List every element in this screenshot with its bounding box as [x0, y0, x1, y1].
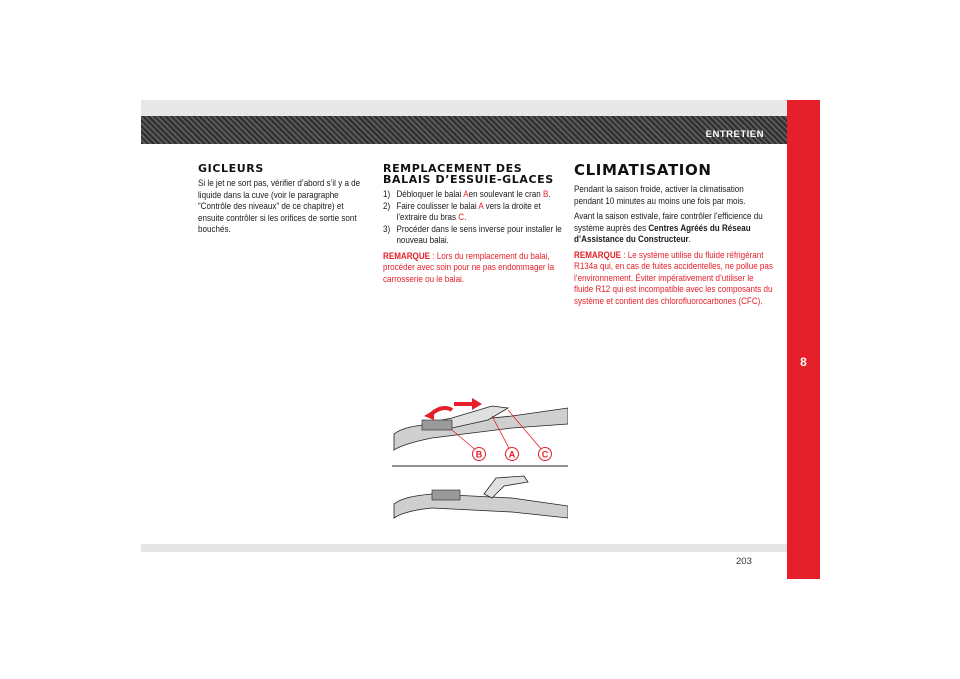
note-label: REMARQUE	[574, 249, 622, 261]
step-number: 3)	[383, 223, 391, 235]
chapter-number: 8	[800, 355, 807, 369]
lift-arrow-head	[424, 410, 434, 420]
heading-gicleurs: GICLEURS	[198, 162, 264, 175]
page-number: 203	[736, 556, 752, 567]
key-letter: C	[458, 212, 465, 223]
key-letter: A	[478, 200, 484, 212]
note-label: REMARQUE	[383, 250, 431, 262]
section-title: ENTRETIEN	[705, 129, 764, 140]
slide-arrow-head	[472, 398, 482, 410]
step-number: 1)	[383, 189, 391, 200]
label-a: A	[508, 449, 516, 460]
paragraph-climatisation-2: Avant la saison estivale, faire contrôler l’efficience du système auprès des Centres Agréés du Réseau d’Assistance du Constructeur.	[574, 211, 763, 245]
wiper-arm-lower	[484, 476, 528, 498]
section-climatisation	[574, 163, 774, 311]
steps-list	[383, 189, 568, 247]
key-letter: A	[463, 189, 469, 200]
wiper-clip-upper	[422, 420, 452, 430]
heading-balais: REMPLACEMENT DES BALAIS D’ESSUIE-GLACES	[383, 162, 554, 186]
wiper-blade-lower	[394, 494, 568, 518]
heading-climatisation: CLIMATISATION	[574, 161, 712, 179]
key-letter: B	[542, 189, 549, 200]
wiper-clip-lower	[432, 490, 460, 500]
list-item	[383, 224, 568, 247]
step-text: Débloquer le balai Aen soulevant le cran B.	[396, 189, 551, 200]
step-number: 2)	[383, 200, 391, 212]
label-b: B	[475, 449, 483, 460]
list-item	[383, 189, 568, 201]
paragraph-climatisation-1: Pendant la saison froide, activer la climatisation pendant 10 minutes au moins une fois par mois.	[574, 184, 746, 207]
paragraph-gicleurs: Si le jet ne sort pas, vérifier d’abord s’il y a de liquide dans la cuve (voir le paragraphe “Contrôle des niveaux” de ce chapitre) et ensuite contrôler si les orifices de sortie sont bouchés.	[198, 178, 361, 235]
section-balais	[383, 163, 568, 289]
chapter-tab	[787, 100, 820, 579]
header-top-strip	[141, 100, 787, 116]
list-item	[383, 201, 568, 224]
footer-band	[141, 544, 787, 552]
note-climatisation: REMARQUE : Le système utilise du fluide réfrigérant R134a qui, en cas de fuites accidentelles, ne pollue pas l’environnement. Éviter impérativement d’utiliser le fluide R12 qui est incompatible avec les composants du système et contient des chlorofluorocarbones (CFC).	[574, 249, 773, 307]
note-balais: REMARQUE : Lors du remplacement du balai, procéder avec soin pour ne pas endommager la carrosserie ou le balai.	[383, 250, 555, 285]
wiper-figure	[392, 394, 568, 524]
step-text: Faire coulisser le balai A vers la droite et l’extraire du bras C.	[396, 200, 541, 223]
step-text: Procéder dans le sens inverse pour installer le nouveau balai.	[396, 223, 562, 246]
section-gicleurs	[198, 163, 368, 240]
wiper-illustration	[392, 394, 568, 524]
label-c: C	[541, 449, 549, 460]
